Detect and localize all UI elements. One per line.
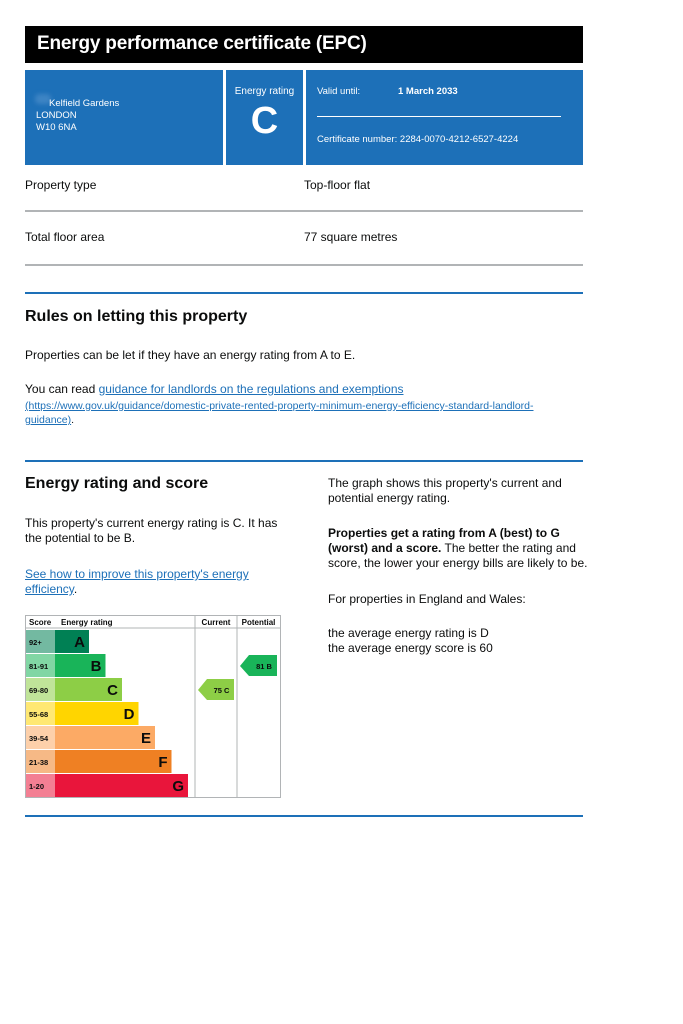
section-divider — [25, 815, 583, 817]
epc-rating-chart — [25, 615, 281, 798]
valid-until-label: Valid until: — [317, 86, 361, 97]
graph-explanation — [328, 476, 588, 506]
score-range-label: 92+ — [29, 638, 42, 647]
certificate-number-field — [317, 134, 518, 145]
rating-scale-rest-2: score, the lower your energy bills are likely to be. — [328, 556, 588, 570]
improve-efficiency-link-line-2[interactable]: efficiency — [25, 582, 74, 596]
summary-divider — [25, 264, 583, 266]
score-column-header: Score — [29, 618, 52, 627]
rating-scale-rest-1: The better the rating and — [441, 541, 576, 555]
guidance-url-suffix: . — [71, 414, 75, 426]
rating-scale-bold-line-1: Properties get a rating from A (best) to G — [328, 526, 560, 540]
score-range-label: 69-80 — [29, 686, 49, 695]
energy-rating-box — [226, 70, 303, 165]
current-rating-text — [25, 516, 315, 546]
rating-band-letter: D — [123, 706, 135, 723]
guidance-url-link-line-2[interactable]: guidance) — [25, 414, 72, 426]
rating-band-letter: A — [74, 634, 85, 651]
energy-rating-letter: C — [250, 100, 279, 142]
validity-box — [306, 70, 583, 165]
rating-band-letter: F — [158, 754, 168, 771]
valid-until-date: 1 March 2033 — [398, 86, 458, 97]
letting-heading: Rules on letting this property — [25, 308, 248, 325]
potential-rating-label: 81 B — [256, 662, 272, 671]
property-type-value: Top-floor flat — [304, 178, 371, 192]
certificate-number-label: Certificate number: — [317, 134, 398, 145]
validity-divider — [317, 116, 561, 117]
average-score-text: the average energy score is 60 — [328, 641, 493, 655]
energy-rating-label: Energy rating — [234, 86, 295, 97]
average-ratings — [328, 626, 588, 656]
rating-band-letter: B — [90, 658, 102, 675]
certificate-number-value: 2284-0070-4212-6527-4224 — [399, 134, 519, 145]
rating-band-letter: E — [140, 730, 151, 747]
current-rating-line-2: the potential to be B. — [25, 531, 136, 545]
letting-guidance-paragraph — [25, 382, 585, 397]
rating-scale-explanation — [328, 526, 588, 571]
address-line-1: Kelfield Gardens — [49, 98, 120, 109]
improve-efficiency-link-line-1[interactable]: See how to improve this property's energy — [25, 567, 249, 581]
floor-area-label: Total floor area — [25, 230, 105, 244]
rating-band-letter: C — [107, 682, 118, 699]
address-postcode: W10 6NA — [36, 122, 77, 133]
page-title: Energy performance certificate (EPC) — [37, 33, 367, 54]
average-rating-text: the average energy rating is D — [328, 626, 489, 640]
guidance-prefix: You can read — [25, 382, 99, 396]
section-divider — [25, 292, 583, 294]
epc-chart-svg — [25, 615, 281, 798]
score-range-label: 81-91 — [29, 662, 49, 671]
score-range-label: 21-38 — [29, 758, 49, 767]
current-column-header: Current — [201, 618, 231, 627]
rating-band-bar — [55, 750, 172, 773]
energy-heading: Energy rating and score — [25, 475, 209, 492]
improve-efficiency-suffix: . — [73, 582, 78, 596]
rating-band-letter: G — [172, 778, 184, 795]
address-box — [25, 70, 223, 165]
guidance-url-link-line-1[interactable]: (https://www.gov.uk/guidance/domestic-private-rented-property-minimum-energy-efficiency-standard-landlord- — [25, 400, 534, 412]
region-text: For properties in England and Wales: — [328, 592, 526, 606]
score-range-label: 55-68 — [29, 710, 49, 719]
current-rating-line-1: This property's current energy rating is C. It has — [25, 516, 278, 530]
guidance-url — [25, 399, 585, 427]
letting-paragraph: Properties can be let if they have an energy rating from A to E. — [25, 348, 356, 362]
property-type-label: Property type — [25, 178, 97, 192]
graph-explanation-line-1: The graph shows this property's current and — [328, 476, 562, 490]
address-line-2: LONDON — [36, 110, 77, 121]
floor-area-value: 77 square metres — [304, 230, 398, 244]
rating-band-bar — [55, 774, 188, 797]
rating-scale-bold-line-2: (worst) and a score. — [328, 541, 442, 555]
improve-efficiency-text — [25, 567, 315, 597]
summary-divider — [25, 210, 583, 212]
score-range-label: 1-20 — [29, 782, 45, 791]
page-title-bar — [25, 26, 583, 63]
landlord-guidance-link[interactable]: guidance for landlords on the regulations and exemptions — [98, 382, 404, 396]
rating-column-header: Energy rating — [61, 618, 113, 627]
current-rating-label: 75 C — [213, 686, 230, 695]
graph-explanation-line-2: potential energy rating. — [328, 491, 451, 505]
section-divider — [25, 460, 583, 462]
potential-column-header: Potential — [241, 618, 276, 627]
score-range-label: 39-54 — [29, 734, 49, 743]
